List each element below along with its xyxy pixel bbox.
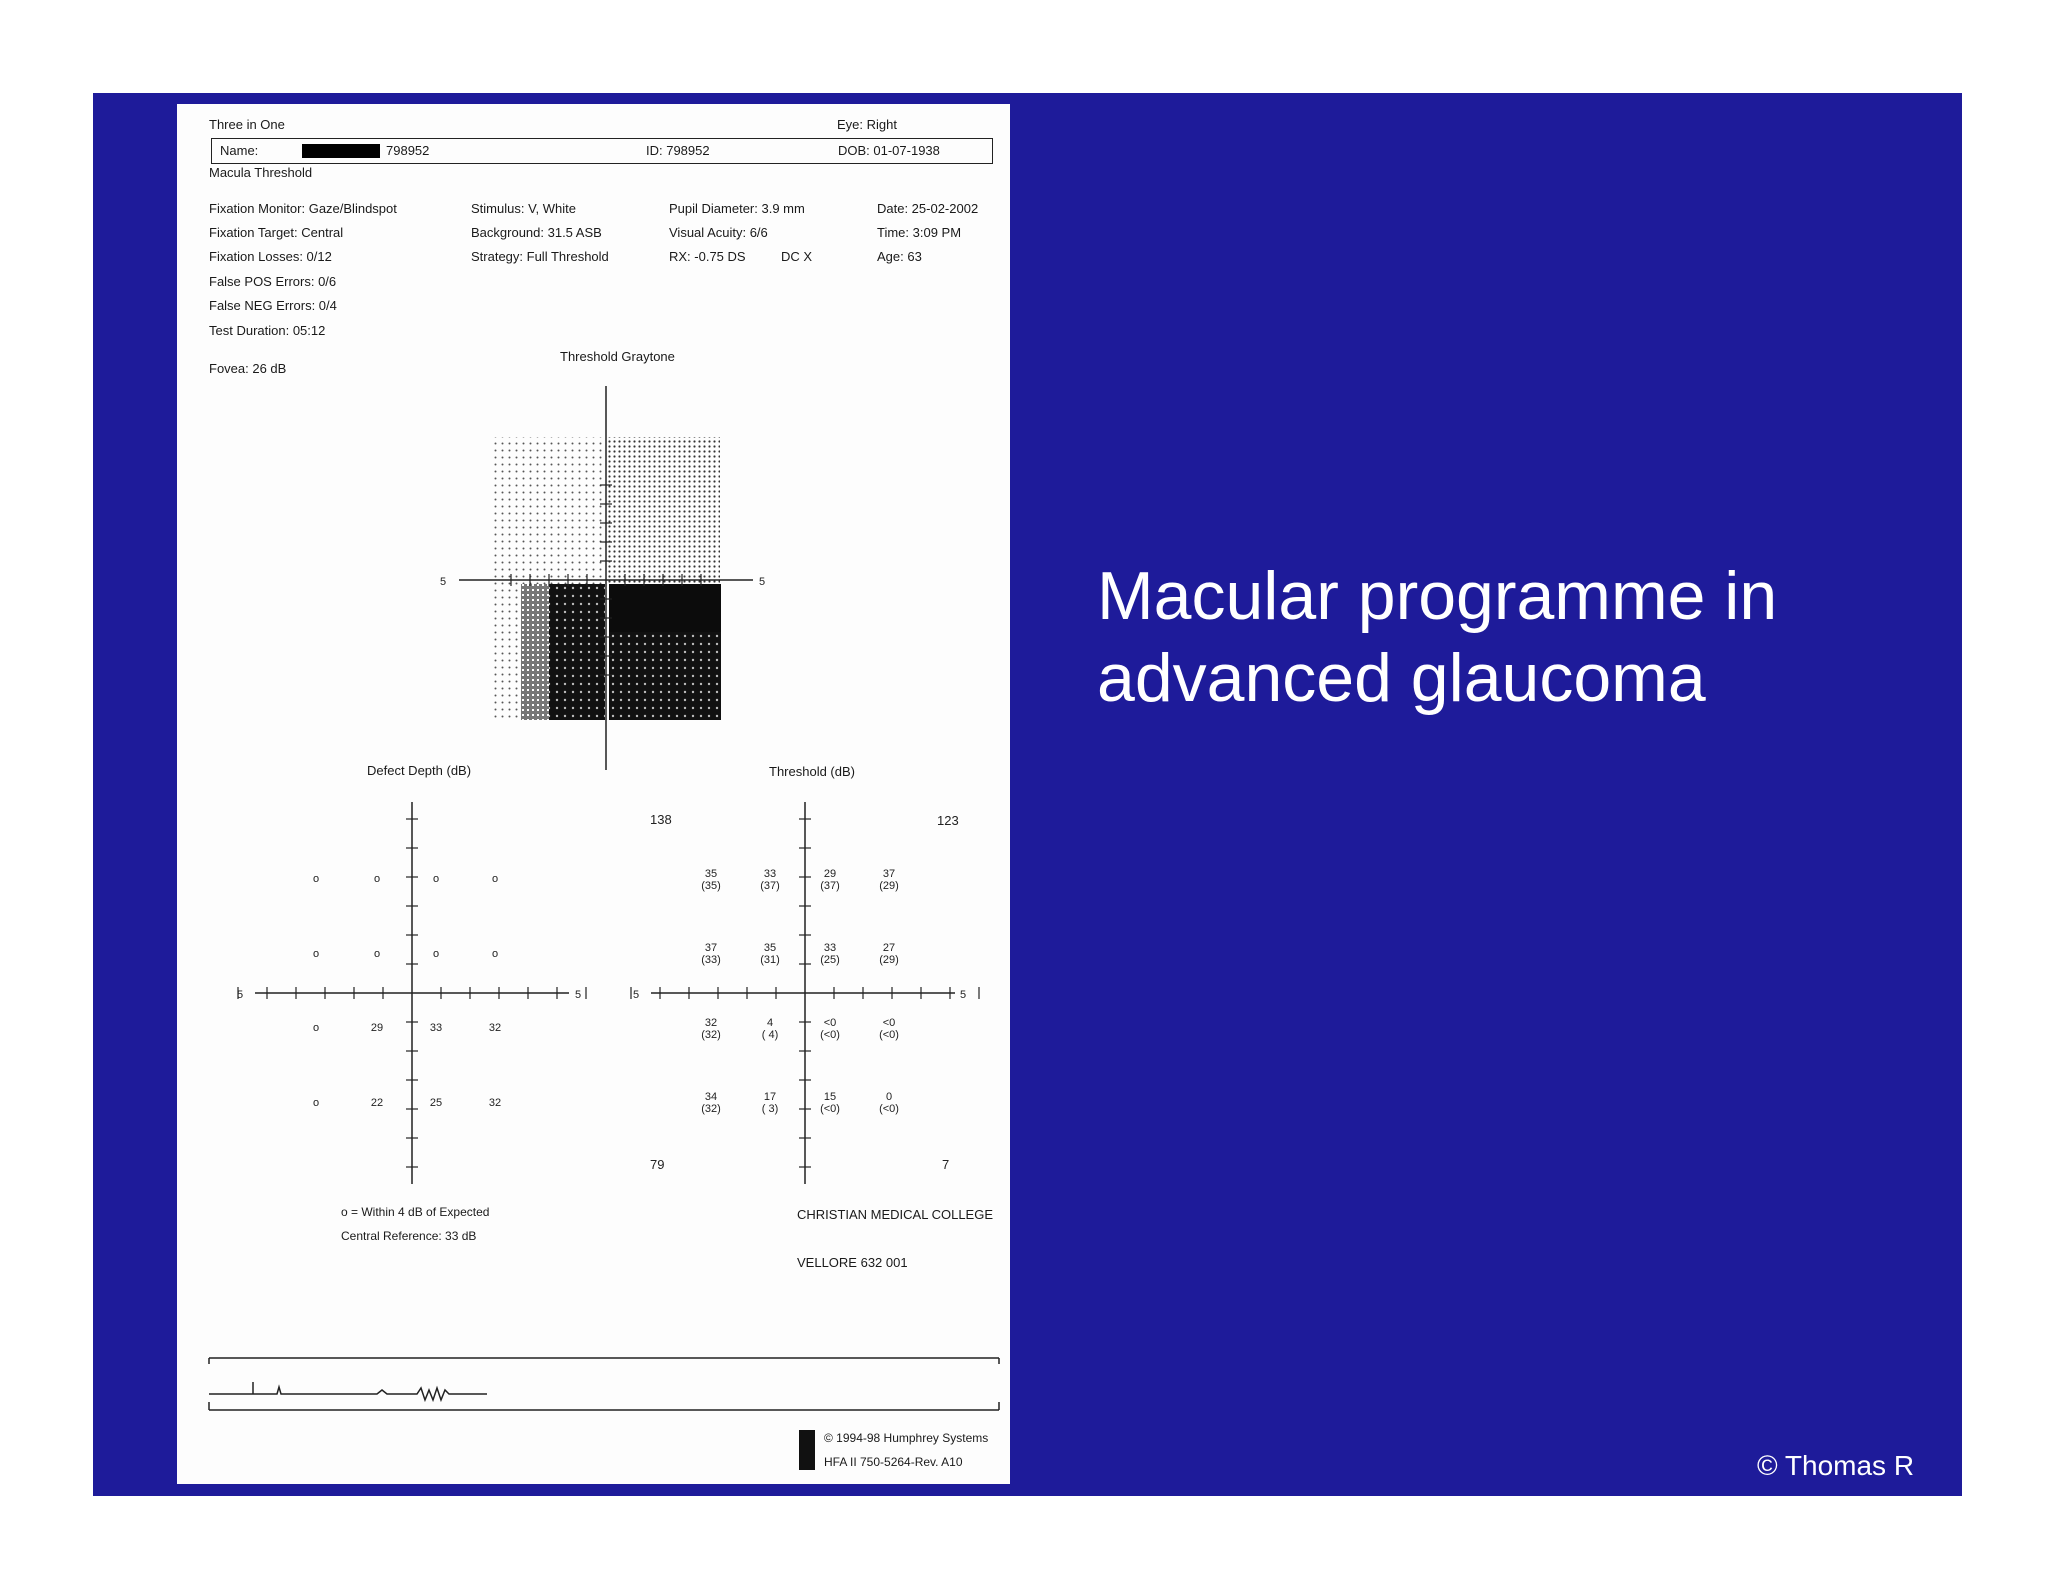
- threshold-corner-bottom-right: 7: [942, 1157, 950, 1172]
- graytone-axis-left-label: 5: [440, 576, 447, 588]
- threshold-cell-value: 33: [763, 868, 777, 880]
- institution-name: CHRISTIAN MEDICAL COLLEGE: [797, 1207, 994, 1222]
- copyright-credit: © Thomas R: [1757, 1450, 1915, 1481]
- patient-id: ID: 798952: [646, 143, 710, 158]
- defect-depth-cell: o: [432, 948, 440, 960]
- defect-depth-cell: o: [312, 1022, 320, 1034]
- threshold-cell-repeat: (29): [879, 880, 899, 892]
- defect-depth-cell: o: [491, 873, 499, 885]
- threshold-cell-repeat: (32): [701, 1029, 721, 1041]
- humphrey-logo: [799, 1430, 815, 1470]
- threshold-cell-repeat: (<0): [820, 1103, 840, 1115]
- name-value: 798952: [386, 143, 430, 158]
- background: Background: 31.5 ASB: [471, 225, 602, 240]
- test-time: Time: 3:09 PM: [877, 225, 962, 240]
- threshold-cell-repeat: (29): [879, 954, 899, 966]
- device-model: HFA II 750-5264-Rev. A10: [824, 1455, 963, 1469]
- threshold-cell-repeat: ( 4): [761, 1029, 779, 1041]
- threshold-cell-value: <0: [882, 1017, 896, 1029]
- threshold-cell-repeat: (31): [760, 954, 780, 966]
- slide-title-line-2: advanced glaucoma: [1097, 640, 1706, 716]
- defect-depth-axis-left-label: 5: [237, 989, 244, 1001]
- threshold-cell-repeat: (35): [701, 880, 721, 892]
- threshold-cell-repeat: (32): [701, 1103, 721, 1115]
- threshold-cell-value: 37: [704, 942, 718, 954]
- threshold-cell-repeat: (37): [760, 880, 780, 892]
- defect-depth-cell: 22: [370, 1097, 384, 1109]
- threshold-cell-value: 37: [882, 868, 896, 880]
- name-label: Name:: [220, 143, 259, 158]
- threshold-cell-repeat: (37): [820, 880, 840, 892]
- threshold-cell-repeat: (<0): [879, 1029, 899, 1041]
- test-date: Date: 25-02-2002: [877, 201, 979, 216]
- defect-depth-cell: o: [312, 1097, 320, 1109]
- fixation-monitor: Fixation Monitor: Gaze/Blindspot: [209, 201, 397, 216]
- threshold-corner-top-right: 123: [937, 813, 959, 828]
- threshold-cell-value: 32: [704, 1017, 718, 1029]
- threshold-cell-value: 33: [823, 942, 837, 954]
- defect-depth-cell: o: [491, 948, 499, 960]
- cylinder: DC X: [781, 249, 813, 264]
- slide-title: [1097, 555, 1857, 719]
- visual-acuity: Visual Acuity: 6/6: [669, 225, 768, 240]
- threshold-axis-left-label: 5: [633, 989, 640, 1001]
- defect-depth-cell: 32: [488, 1097, 502, 1109]
- defect-depth-cell: 25: [429, 1097, 443, 1109]
- date-of-birth: DOB: 01-07-1938: [838, 143, 940, 158]
- defect-depth-title: Defect Depth (dB): [367, 763, 472, 778]
- false-neg-errors: False NEG Errors: 0/4: [209, 298, 337, 313]
- central-reference: Central Reference: 33 dB: [341, 1229, 477, 1243]
- defect-depth-cell: o: [373, 948, 381, 960]
- threshold-cell-value: 17: [763, 1091, 777, 1103]
- stimulus: Stimulus: V, White: [471, 201, 577, 216]
- program-name: Three in One: [209, 117, 285, 132]
- threshold-cell-value: 34: [704, 1091, 718, 1103]
- threshold-cell-value: 35: [763, 942, 777, 954]
- graytone-title: Threshold Graytone: [560, 349, 675, 364]
- graytone-axis-right-label: 5: [759, 576, 766, 588]
- threshold-corner-top-left: 138: [650, 812, 672, 827]
- defect-depth-cell: 33: [429, 1022, 443, 1034]
- false-pos-errors: False POS Errors: 0/6: [209, 274, 337, 289]
- institution-address: VELLORE 632 001: [797, 1255, 908, 1270]
- threshold-corner-bottom-left: 79: [650, 1157, 665, 1172]
- test-name: Macula Threshold: [209, 165, 313, 180]
- threshold-cell-value: 29: [823, 868, 837, 880]
- threshold-cell-repeat: (<0): [820, 1029, 840, 1041]
- threshold-cell-value: 0: [885, 1091, 893, 1103]
- defect-depth-cell: 29: [370, 1022, 384, 1034]
- defect-depth-cell: o: [432, 873, 440, 885]
- visual-field-printout: [177, 104, 1010, 1484]
- defect-depth-legend: o = Within 4 dB of Expected: [341, 1205, 490, 1219]
- refraction: RX: -0.75 DS: [669, 249, 746, 264]
- slide-title-line-1: Macular programme in: [1097, 558, 1778, 634]
- threshold-cell-value: 15: [823, 1091, 837, 1103]
- threshold-title: Threshold (dB): [769, 764, 855, 779]
- threshold-cell-value: <0: [823, 1017, 837, 1029]
- threshold-cell-value: 27: [882, 942, 896, 954]
- defect-depth-cell: o: [312, 948, 320, 960]
- threshold-cell-value: 4: [766, 1017, 774, 1029]
- defect-depth-axis-right-label: 5: [575, 989, 582, 1001]
- threshold-cell-repeat: (25): [820, 954, 840, 966]
- strategy: Strategy: Full Threshold: [471, 249, 609, 264]
- threshold-cell-repeat: ( 3): [761, 1103, 779, 1115]
- defect-depth-cell: o: [373, 873, 381, 885]
- threshold-cell-repeat: (<0): [879, 1103, 899, 1115]
- defect-depth-cell: 32: [488, 1022, 502, 1034]
- fovea-value: Fovea: 26 dB: [209, 361, 287, 376]
- patient-age: Age: 63: [877, 249, 922, 264]
- threshold-cell-value: 35: [704, 868, 718, 880]
- threshold-axis-right-label: 5: [960, 989, 967, 1001]
- pupil-diameter: Pupil Diameter: 3.9 mm: [669, 201, 805, 216]
- fixation-losses: Fixation Losses: 0/12: [209, 249, 332, 264]
- eye-label: Eye: Right: [837, 117, 897, 132]
- threshold-cell-repeat: (33): [701, 954, 721, 966]
- fixation-target: Fixation Target: Central: [209, 225, 344, 240]
- copyright-notice: © 1994-98 Humphrey Systems: [824, 1431, 989, 1445]
- gaze-tracking-strip: [177, 104, 1010, 1484]
- test-duration: Test Duration: 05:12: [209, 323, 326, 338]
- defect-depth-cell: o: [312, 873, 320, 885]
